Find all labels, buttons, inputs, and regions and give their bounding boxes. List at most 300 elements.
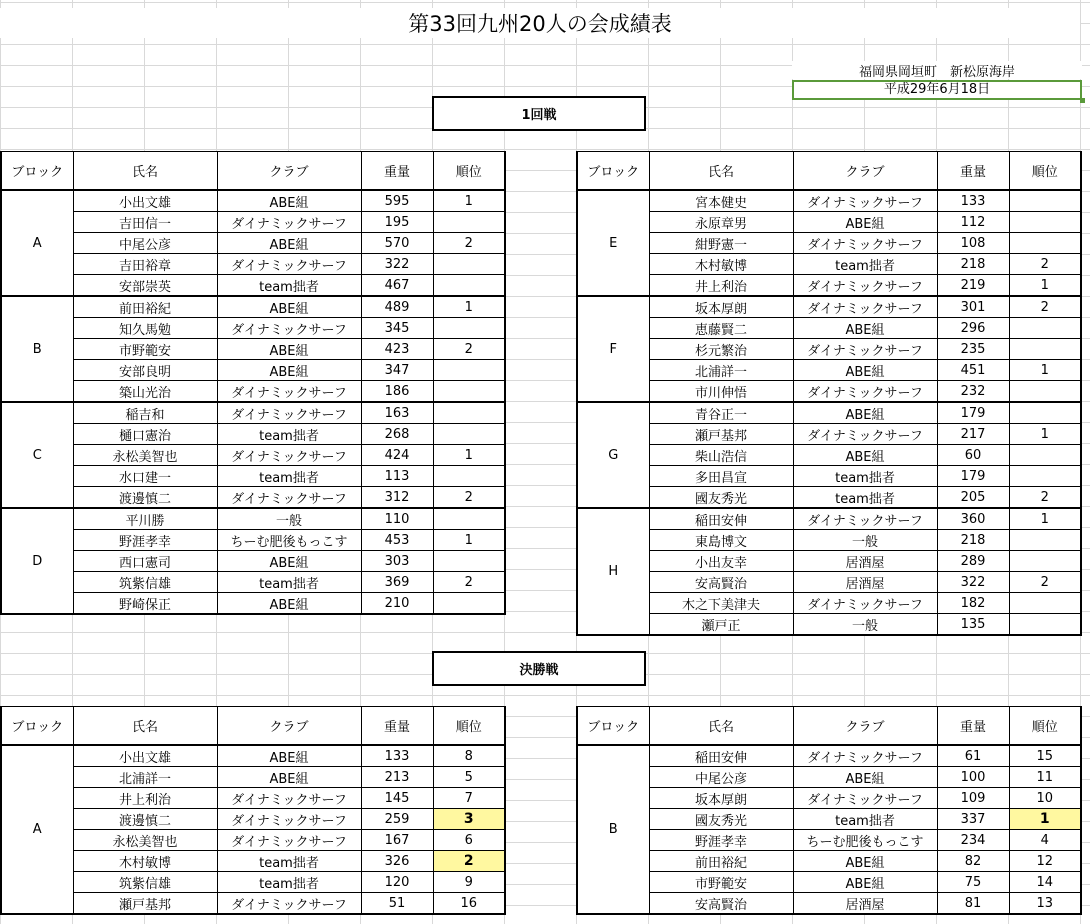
block-label[interactable]: H (577, 508, 649, 635)
club-cell[interactable]: ダイナミックサーフ (217, 402, 361, 424)
rank-cell[interactable] (1009, 190, 1081, 212)
table-row (1, 809, 505, 830)
rank-cell[interactable]: 2 (1009, 296, 1081, 318)
club-cell[interactable]: 一般 (793, 530, 937, 551)
club-cell[interactable]: ABE組 (217, 233, 361, 254)
round1-header: 1回戦 (432, 96, 646, 131)
rank-cell[interactable]: 4 (1009, 830, 1081, 851)
weight-cell[interactable]: 112 (937, 212, 1009, 233)
weight-cell[interactable]: 186 (361, 381, 433, 403)
weight-cell[interactable]: 453 (361, 530, 433, 551)
table-row (577, 745, 1081, 767)
name-cell[interactable]: 永原章男 (649, 212, 793, 233)
table-row (577, 466, 1081, 487)
header-rank: 順位 (1009, 152, 1081, 191)
name-cell[interactable]: 小出友幸 (649, 551, 793, 572)
rank-cell[interactable] (433, 466, 505, 487)
weight-cell[interactable]: 135 (937, 614, 1009, 636)
weight-cell[interactable]: 451 (937, 360, 1009, 381)
header-name: 氏名 (73, 707, 217, 746)
rank-cell[interactable]: 2 (433, 572, 505, 593)
rank-cell[interactable]: 2 (433, 487, 505, 509)
rank-cell[interactable] (1009, 530, 1081, 551)
weight-cell[interactable]: 424 (361, 445, 433, 466)
table-row (1, 190, 505, 212)
club-cell[interactable]: ABE組 (217, 767, 361, 788)
weight-cell[interactable]: 218 (937, 530, 1009, 551)
name-cell[interactable]: 野崎保正 (73, 593, 217, 615)
table-row (577, 487, 1081, 509)
club-cell[interactable]: ABE組 (793, 872, 937, 893)
club-cell[interactable]: ABE組 (793, 445, 937, 466)
weight-cell[interactable]: 219 (937, 275, 1009, 297)
round1-right-table (576, 151, 1082, 636)
page-title: 第33回九州20人の会成績表 (0, 8, 1080, 38)
club-cell[interactable]: ちーむ肥後もっこす (217, 530, 361, 551)
weight-cell[interactable]: 75 (937, 872, 1009, 893)
club-cell[interactable]: ダイナミックサーフ (217, 212, 361, 233)
table-row (577, 402, 1081, 424)
name-cell[interactable]: 安高賢治 (649, 893, 793, 915)
table-row (1, 788, 505, 809)
name-cell[interactable]: 野涯孝幸 (649, 830, 793, 851)
rank-cell[interactable]: 2 (433, 339, 505, 360)
name-cell[interactable]: 瀬戸基邦 (73, 893, 217, 915)
rank-cell[interactable] (1009, 233, 1081, 254)
table-row (577, 275, 1081, 297)
rank-cell[interactable]: 1 (433, 296, 505, 318)
name-cell[interactable]: 安部良明 (73, 360, 217, 381)
name-cell[interactable]: 坂本厚朗 (649, 296, 793, 318)
name-cell[interactable]: 筑紫信雄 (73, 572, 217, 593)
rank-cell[interactable]: 1 (1009, 360, 1081, 381)
weight-cell[interactable]: 133 (937, 190, 1009, 212)
club-cell[interactable]: ダイナミックサーフ (217, 254, 361, 275)
table-row (1, 893, 505, 915)
rank-cell[interactable] (433, 508, 505, 530)
final-header: 決勝戦 (432, 651, 646, 686)
rank-cell[interactable] (433, 593, 505, 615)
weight-cell[interactable]: 337 (937, 809, 1009, 830)
weight-cell[interactable]: 120 (361, 872, 433, 893)
club-cell[interactable]: ダイナミックサーフ (793, 190, 937, 212)
name-cell[interactable]: 國友秀光 (649, 809, 793, 830)
name-cell[interactable]: 井上利治 (649, 275, 793, 297)
table-header-row (1, 707, 505, 746)
name-cell[interactable]: 野涯孝幸 (73, 530, 217, 551)
name-cell[interactable]: 吉田信一 (73, 212, 217, 233)
club-cell[interactable]: team拙者 (793, 487, 937, 509)
table-row (1, 767, 505, 788)
rank-cell[interactable] (433, 212, 505, 233)
name-cell[interactable]: 安部崇英 (73, 275, 217, 297)
name-cell[interactable]: 恵藤賢二 (649, 318, 793, 339)
weight-cell[interactable]: 234 (937, 830, 1009, 851)
block-label[interactable]: E (577, 190, 649, 296)
name-cell[interactable]: 國友秀光 (649, 487, 793, 509)
rank-cell[interactable] (433, 360, 505, 381)
rank-cell[interactable]: 2 (433, 851, 505, 872)
rank-cell[interactable] (1009, 212, 1081, 233)
club-cell[interactable]: team拙者 (793, 254, 937, 275)
block-label[interactable]: C (1, 402, 73, 508)
rank-cell[interactable]: 1 (1009, 275, 1081, 297)
club-cell[interactable]: ABE組 (217, 551, 361, 572)
club-cell[interactable]: ダイナミックサーフ (217, 809, 361, 830)
club-cell[interactable]: team拙者 (217, 872, 361, 893)
weight-cell[interactable]: 100 (937, 767, 1009, 788)
table-row (577, 572, 1081, 593)
club-cell[interactable]: ダイナミックサーフ (217, 318, 361, 339)
rank-cell[interactable] (1009, 339, 1081, 360)
club-cell[interactable]: ダイナミックサーフ (793, 593, 937, 614)
club-cell[interactable]: team拙者 (217, 851, 361, 872)
rank-cell[interactable] (433, 424, 505, 445)
final-right-table (576, 706, 1082, 915)
weight-cell[interactable]: 296 (937, 318, 1009, 339)
table-row (1, 872, 505, 893)
weight-cell[interactable]: 322 (937, 572, 1009, 593)
weight-cell[interactable]: 145 (361, 788, 433, 809)
rank-cell[interactable]: 9 (433, 872, 505, 893)
weight-cell[interactable]: 369 (361, 572, 433, 593)
weight-cell[interactable]: 81 (937, 893, 1009, 915)
venue-location: 福岡県岡垣町 新松原海岸 (792, 61, 1082, 79)
rank-cell[interactable]: 1 (1009, 424, 1081, 445)
rank-cell[interactable] (433, 551, 505, 572)
name-cell[interactable]: 東島博文 (649, 530, 793, 551)
header-rank: 順位 (433, 707, 505, 746)
rank-cell[interactable]: 2 (1009, 572, 1081, 593)
rank-cell[interactable]: 2 (1009, 487, 1081, 509)
name-cell[interactable]: 坂本厚朗 (649, 788, 793, 809)
weight-cell[interactable]: 467 (361, 275, 433, 297)
club-cell[interactable]: 居酒屋 (793, 551, 937, 572)
rank-cell[interactable]: 10 (1009, 788, 1081, 809)
table-row (1, 402, 505, 424)
name-cell[interactable]: 渡邊慎二 (73, 809, 217, 830)
club-cell[interactable]: ABE組 (217, 339, 361, 360)
name-cell[interactable]: 木村敏博 (649, 254, 793, 275)
header-club: クラブ (217, 152, 361, 191)
name-cell[interactable]: 水口建一 (73, 466, 217, 487)
weight-cell[interactable]: 289 (937, 551, 1009, 572)
name-cell[interactable]: 北浦詳一 (73, 767, 217, 788)
name-cell[interactable]: 前田裕紀 (73, 296, 217, 318)
table-row (577, 445, 1081, 466)
weight-cell[interactable]: 235 (937, 339, 1009, 360)
club-cell[interactable]: ダイナミックサーフ (793, 424, 937, 445)
weight-cell[interactable]: 82 (937, 851, 1009, 872)
rank-cell[interactable] (1009, 445, 1081, 466)
club-cell[interactable]: ダイナミックサーフ (217, 830, 361, 851)
rank-cell[interactable] (1009, 381, 1081, 403)
name-cell[interactable]: 市野範安 (649, 872, 793, 893)
event-date-cell[interactable]: 平成29年6月18日 (792, 80, 1082, 100)
club-cell[interactable]: ダイナミックサーフ (793, 339, 937, 360)
rank-cell[interactable] (433, 402, 505, 424)
weight-cell[interactable]: 595 (361, 190, 433, 212)
name-cell[interactable]: 永松美智也 (73, 830, 217, 851)
rank-cell[interactable] (433, 254, 505, 275)
rank-cell[interactable]: 16 (433, 893, 505, 915)
weight-cell[interactable]: 213 (361, 767, 433, 788)
weight-cell[interactable]: 268 (361, 424, 433, 445)
weight-cell[interactable]: 301 (937, 296, 1009, 318)
name-cell[interactable]: 瀬戸正 (649, 614, 793, 636)
weight-cell[interactable]: 489 (361, 296, 433, 318)
club-cell[interactable]: ABE組 (793, 360, 937, 381)
name-cell[interactable]: 中尾公彦 (73, 233, 217, 254)
rank-cell[interactable] (433, 318, 505, 339)
rank-cell[interactable]: 2 (433, 233, 505, 254)
club-cell[interactable]: ABE組 (793, 851, 937, 872)
weight-cell[interactable]: 326 (361, 851, 433, 872)
table-row (577, 381, 1081, 403)
name-cell[interactable]: 小出文雄 (73, 190, 217, 212)
weight-cell[interactable]: 322 (361, 254, 433, 275)
rank-cell[interactable]: 1 (433, 445, 505, 466)
club-cell[interactable]: 居酒屋 (793, 572, 937, 593)
club-cell[interactable]: ダイナミックサーフ (217, 381, 361, 403)
name-cell[interactable]: 吉田裕章 (73, 254, 217, 275)
rank-cell[interactable]: 1 (433, 530, 505, 551)
name-cell[interactable]: 前田裕紀 (649, 851, 793, 872)
name-cell[interactable]: 青谷正一 (649, 402, 793, 424)
name-cell[interactable]: 木之下美津夫 (649, 593, 793, 614)
club-cell[interactable]: team拙者 (217, 424, 361, 445)
header-club: クラブ (217, 707, 361, 746)
rank-cell[interactable]: 12 (1009, 851, 1081, 872)
table-row (1, 487, 505, 509)
header-block: ブロック (1, 152, 73, 191)
name-cell[interactable]: 多田昌宣 (649, 466, 793, 487)
club-cell[interactable]: ダイナミックサーフ (793, 381, 937, 403)
club-cell[interactable]: 一般 (217, 508, 361, 530)
club-cell[interactable]: team拙者 (217, 572, 361, 593)
rank-cell[interactable]: 1 (433, 190, 505, 212)
name-cell[interactable]: 中尾公彦 (649, 767, 793, 788)
club-cell[interactable]: ダイナミックサーフ (793, 745, 937, 767)
name-cell[interactable]: 樋口憲治 (73, 424, 217, 445)
table-row (577, 530, 1081, 551)
weight-cell[interactable]: 182 (937, 593, 1009, 614)
weight-cell[interactable]: 205 (937, 487, 1009, 509)
rank-cell[interactable]: 1 (1009, 508, 1081, 530)
weight-cell[interactable]: 133 (361, 745, 433, 767)
table-row (1, 593, 505, 615)
rank-cell[interactable]: 8 (433, 745, 505, 767)
table-row (577, 893, 1081, 915)
weight-cell[interactable]: 195 (361, 212, 433, 233)
header-weight: 重量 (937, 152, 1009, 191)
rank-cell[interactable] (1009, 593, 1081, 614)
rank-cell[interactable]: 7 (433, 788, 505, 809)
weight-cell[interactable]: 167 (361, 830, 433, 851)
name-cell[interactable]: 知久馬勉 (73, 318, 217, 339)
club-cell[interactable]: ABE組 (793, 767, 937, 788)
name-cell[interactable]: 市川伸悟 (649, 381, 793, 403)
club-cell[interactable]: ダイナミックサーフ (217, 445, 361, 466)
club-cell[interactable]: team拙者 (793, 466, 937, 487)
table-row (577, 318, 1081, 339)
club-cell[interactable]: ダイナミックサーフ (217, 788, 361, 809)
rank-cell[interactable]: 13 (1009, 893, 1081, 915)
block-label[interactable]: F (577, 296, 649, 402)
club-cell[interactable]: ダイナミックサーフ (793, 508, 937, 530)
club-cell[interactable]: ダイナミックサーフ (793, 788, 937, 809)
rank-cell[interactable] (1009, 466, 1081, 487)
club-cell[interactable]: 居酒屋 (793, 893, 937, 915)
club-cell[interactable]: ダイナミックサーフ (217, 487, 361, 509)
table-row (1, 851, 505, 872)
rank-cell[interactable] (1009, 402, 1081, 424)
weight-cell[interactable]: 109 (937, 788, 1009, 809)
weight-cell[interactable]: 108 (937, 233, 1009, 254)
table-row (577, 788, 1081, 809)
block-label[interactable]: A (1, 745, 73, 914)
rank-cell[interactable] (433, 381, 505, 403)
name-cell[interactable]: 瀬戸基邦 (649, 424, 793, 445)
weight-cell[interactable]: 110 (361, 508, 433, 530)
round1-left-table (0, 151, 506, 615)
block-label[interactable]: D (1, 508, 73, 614)
weight-cell[interactable]: 218 (937, 254, 1009, 275)
name-cell[interactable]: 築山光治 (73, 381, 217, 403)
club-cell[interactable]: team拙者 (217, 466, 361, 487)
club-cell[interactable]: ダイナミックサーフ (793, 296, 937, 318)
club-cell[interactable]: ダイナミックサーフ (217, 893, 361, 915)
weight-cell[interactable]: 303 (361, 551, 433, 572)
block-label[interactable]: B (577, 745, 649, 914)
table-row (1, 551, 505, 572)
club-cell[interactable]: ABE組 (793, 318, 937, 339)
table-row (1, 212, 505, 233)
rank-cell[interactable] (1009, 551, 1081, 572)
name-cell[interactable]: 西口憲司 (73, 551, 217, 572)
weight-cell[interactable]: 232 (937, 381, 1009, 403)
table-header-row (577, 152, 1081, 191)
table-row (577, 339, 1081, 360)
rank-cell[interactable]: 15 (1009, 745, 1081, 767)
weight-cell[interactable]: 345 (361, 318, 433, 339)
weight-cell[interactable]: 61 (937, 745, 1009, 767)
name-cell[interactable]: 渡邊慎二 (73, 487, 217, 509)
club-cell[interactable]: ダイナミックサーフ (793, 275, 937, 297)
name-cell[interactable]: 杉元繁治 (649, 339, 793, 360)
name-cell[interactable]: 紺野憲一 (649, 233, 793, 254)
name-cell[interactable]: 宮本健史 (649, 190, 793, 212)
header-name: 氏名 (73, 152, 217, 191)
name-cell[interactable]: 永松美智也 (73, 445, 217, 466)
table-row (577, 424, 1081, 445)
club-cell[interactable]: ABE組 (793, 402, 937, 424)
weight-cell[interactable]: 179 (937, 466, 1009, 487)
header-name: 氏名 (649, 707, 793, 746)
table-row (1, 745, 505, 767)
rank-cell[interactable]: 2 (1009, 254, 1081, 275)
name-cell[interactable]: 筑紫信雄 (73, 872, 217, 893)
table-row (577, 830, 1081, 851)
rank-cell[interactable]: 5 (433, 767, 505, 788)
club-cell[interactable]: ABE組 (217, 296, 361, 318)
name-cell[interactable]: 井上利治 (73, 788, 217, 809)
weight-cell[interactable]: 259 (361, 809, 433, 830)
weight-cell[interactable]: 360 (937, 508, 1009, 530)
name-cell[interactable]: 柴山浩信 (649, 445, 793, 466)
club-cell[interactable]: team拙者 (217, 275, 361, 297)
name-cell[interactable]: 安高賢治 (649, 572, 793, 593)
weight-cell[interactable]: 210 (361, 593, 433, 615)
club-cell[interactable]: ABE組 (217, 360, 361, 381)
block-label[interactable]: A (1, 190, 73, 296)
name-cell[interactable]: 平川勝 (73, 508, 217, 530)
weight-cell[interactable]: 347 (361, 360, 433, 381)
club-cell[interactable]: ABE組 (217, 190, 361, 212)
club-cell[interactable]: ちーむ肥後もっこす (793, 830, 937, 851)
header-weight: 重量 (361, 707, 433, 746)
weight-cell[interactable]: 51 (361, 893, 433, 915)
name-cell[interactable]: 稲吉和 (73, 402, 217, 424)
rank-cell[interactable]: 1 (1009, 809, 1081, 830)
header-block: ブロック (577, 707, 649, 746)
name-cell[interactable]: 小出文雄 (73, 745, 217, 767)
rank-cell[interactable] (433, 275, 505, 297)
table-row (1, 296, 505, 318)
rank-cell[interactable] (1009, 318, 1081, 339)
table-row (577, 851, 1081, 872)
table-row (1, 339, 505, 360)
table-row (577, 190, 1081, 212)
rank-cell[interactable] (1009, 614, 1081, 636)
block-label[interactable]: B (1, 296, 73, 402)
weight-cell[interactable]: 179 (937, 402, 1009, 424)
table-row (577, 872, 1081, 893)
club-cell[interactable]: ABE組 (217, 745, 361, 767)
club-cell[interactable]: team拙者 (793, 809, 937, 830)
rank-cell[interactable]: 14 (1009, 872, 1081, 893)
table-header-row (1, 152, 505, 191)
table-row (577, 593, 1081, 614)
club-cell[interactable]: 一般 (793, 614, 937, 636)
table-row (577, 296, 1081, 318)
name-cell[interactable]: 木村敏博 (73, 851, 217, 872)
club-cell[interactable]: ABE組 (793, 212, 937, 233)
weight-cell[interactable]: 113 (361, 466, 433, 487)
header-club: クラブ (793, 707, 937, 746)
weight-cell[interactable]: 312 (361, 487, 433, 509)
rank-cell[interactable]: 11 (1009, 767, 1081, 788)
name-cell[interactable]: 稲田安伸 (649, 745, 793, 767)
name-cell[interactable]: 北浦詳一 (649, 360, 793, 381)
club-cell[interactable]: ダイナミックサーフ (793, 233, 937, 254)
weight-cell[interactable]: 570 (361, 233, 433, 254)
name-cell[interactable]: 稲田安伸 (649, 508, 793, 530)
rank-cell[interactable]: 3 (433, 809, 505, 830)
name-cell[interactable]: 市野範安 (73, 339, 217, 360)
table-row (1, 572, 505, 593)
header-block: ブロック (1, 707, 73, 746)
club-cell[interactable]: ABE組 (217, 593, 361, 615)
rank-cell[interactable]: 6 (433, 830, 505, 851)
weight-cell[interactable]: 423 (361, 339, 433, 360)
block-label[interactable]: G (577, 402, 649, 508)
table-row (577, 233, 1081, 254)
header-block: ブロック (577, 152, 649, 191)
weight-cell[interactable]: 217 (937, 424, 1009, 445)
weight-cell[interactable]: 163 (361, 402, 433, 424)
weight-cell[interactable]: 60 (937, 445, 1009, 466)
